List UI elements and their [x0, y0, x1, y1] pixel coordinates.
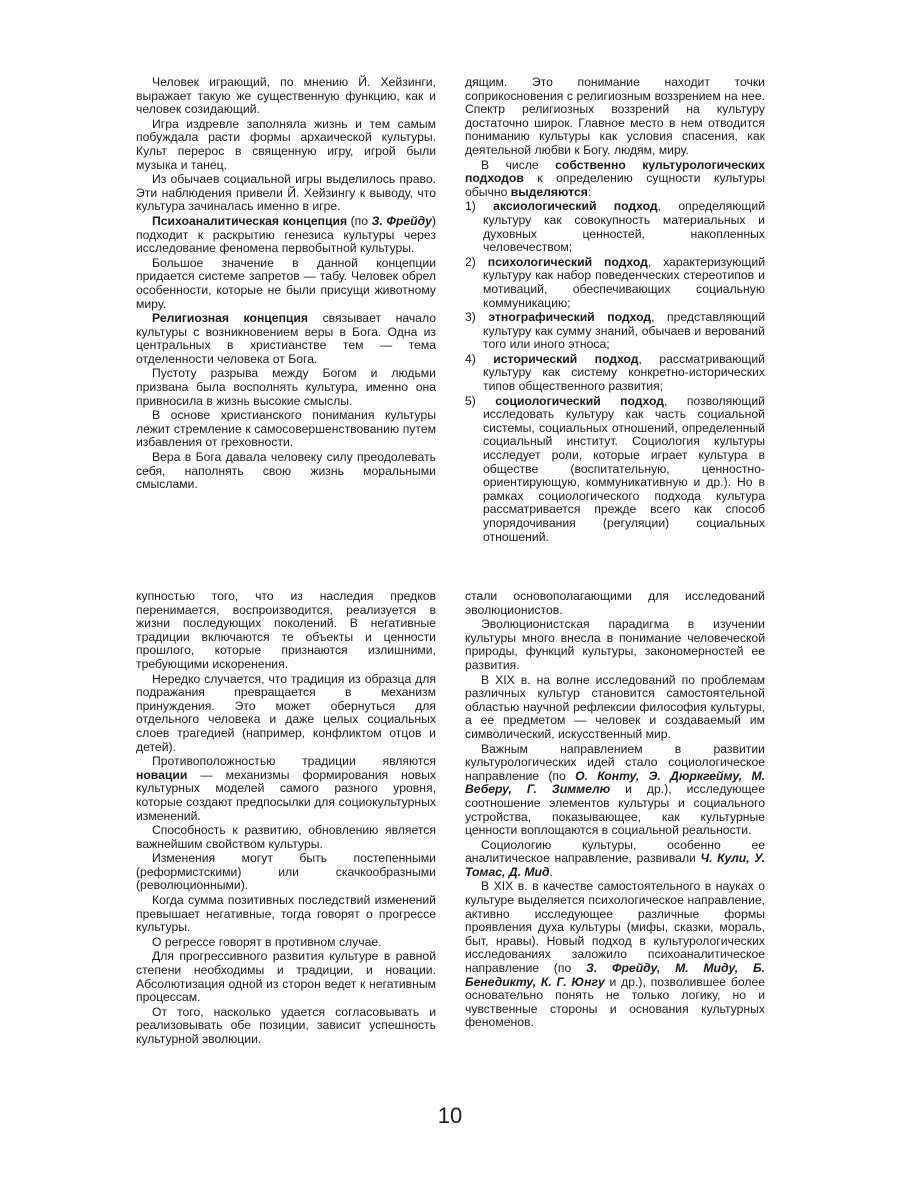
- bold-term: этнографический подход: [488, 310, 652, 325]
- text-run: , определяющий культуру как совокупность материальных и духовных ценностей, накопленных человечеством;: [483, 199, 766, 255]
- bold-term: собственно культурологических подходов: [465, 157, 765, 186]
- top-left-column: [136, 76, 436, 493]
- text-run: Вера в Бога давала человеку силу преодолевать себя, наполнять свою жизнь моральными смыслами.: [136, 450, 436, 492]
- paragraph: [136, 824, 436, 851]
- emphasis-name: О. Конту, Э. Дюркгейму, М. Веберу, Г. Зиммелю: [465, 768, 765, 797]
- text-run: О регрессе говорят в противном случае.: [152, 934, 382, 949]
- text-run: Когда сумма позитивных последствий изменений превышает негативные, тогда говорят о прогрессе культуры.: [136, 893, 436, 935]
- text-run: ) подходит к раскрытию генезиса культуры через исследование феномена первобытной культуры.: [136, 213, 436, 256]
- text-run: , позволяющий исследовать культуру как часть социальной системы, социальных отношений, определенный социальный институт. Социология культуры исследует роли, которые играет культура в обществе (воспитательную, ценностно-ориентирующую, коммуникативную и др.). Но в рамках социологического подхода культура рассматривается прежде всего как способ упорядочивания (регуляции) социальных отношений.: [483, 393, 765, 544]
- text-run: Человек играющий, по мнению Й. Хейзинги, выражает такую же существенную функцию, как и человек созидающий.: [136, 75, 436, 117]
- bold-term: исторический подход: [493, 351, 639, 366]
- paragraph: [136, 852, 436, 893]
- text-run: Большое значение в данной концепции придается системе запретов — табу. Человек обрел особенности, которые не были присущи животному миру.: [136, 255, 436, 311]
- paragraph: [465, 76, 765, 158]
- top-right-column: [465, 76, 765, 545]
- text-run: В XIX в. в качестве самостоятельного в науках о культуре выделяется психологическое направление, активно исследующее различные формы проявления духа культуры (мифы, сказки, мораль, быт, нравы). Новый подход в культурологических исследованиях заложило психоаналитическое направление (по: [465, 879, 765, 976]
- paragraph: [465, 618, 765, 672]
- emphasis-name: З. Фрейду, М. Миду, Б. Бенедикту, К. Г. Юнгу: [465, 961, 765, 989]
- bold-term: аксиологический подход: [493, 199, 658, 214]
- page-number: 10: [437, 1103, 463, 1128]
- bottom-left-column: [136, 590, 436, 1048]
- paragraph: [136, 451, 436, 492]
- text-run: и др.), позволившее более основательно понять не только логику, но и чувственные стороны и основания культурных феноменов.: [465, 974, 765, 1030]
- bold-term: психологический подход: [487, 254, 648, 269]
- text-run: Из обычаев социальной игры выделилось право. Эти наблюдения привели Й. Хейзингу к выводу, что культура зачиналась именно в игре.: [136, 172, 436, 214]
- list-number: 5): [465, 393, 476, 408]
- text-run: .: [549, 864, 553, 879]
- text-run: к определению сущности культуры обычно: [465, 171, 765, 199]
- paragraph: [136, 1006, 436, 1047]
- paragraph: [136, 215, 436, 256]
- text-run: В XIX в. на волне исследований по проблемам различных культур становится самостоятельной областью научной рефлексии философия культуры, а ее предметом — человек и создаваемый им символический, искусственный мир.: [465, 672, 765, 741]
- paragraph: [136, 894, 436, 935]
- paragraph: [465, 839, 765, 880]
- text-run: :: [587, 184, 592, 199]
- text-run: Социологию культуры, особенно ее аналитическое направление, развивали: [465, 837, 765, 866]
- text-run: Игра издревле заполняла жизнь и тем самым побуждала расти формы архаической культуры. Культ перерос в священную игру, игрой были музыка и танец.: [136, 116, 436, 172]
- list-item: [465, 353, 765, 394]
- text-run: Изменения могут быть постепенными (реформистскими) или скачкообразными (революционными).: [136, 851, 436, 893]
- text-run: (по: [347, 213, 372, 228]
- text-run: От того, насколько удается согласовывать и реализовывать обе позиции, зависит успешность культурной эволюции.: [136, 1004, 436, 1046]
- text-run: купностью того, что из наследия предков перенимается, воспроизводится, реализуется в жизни последующих поколений. В негативные традиции включаются те объекты и ценности прошлого, которые признаются излишними, требующими искоренения.: [136, 589, 436, 671]
- list-item: [465, 395, 765, 545]
- bold-term: Религиозная концепция: [152, 311, 309, 326]
- paragraph: [136, 950, 436, 1004]
- text-run: Для прогрессивного развития культуре в равной степени необходимы и традиции, и новации. Абсолютизация одной из сторон ведет к негативным процессам.: [136, 949, 436, 1005]
- text-run: дящим. Это понимание находит точки соприкосновения с религиозным воззрением на нее. Спектр религиозных воззрений на культуру достаточно широк. Главное место в нем отводится пониманию культуры как условия спасения, как деятельной любви к Богу, людям, миру.: [465, 75, 765, 157]
- paragraph: [465, 880, 765, 1030]
- paragraph: [465, 674, 765, 742]
- paragraph: [136, 76, 436, 117]
- text-run: , рассматривающий культуру как систему конкретно-исторических типов общественного развития;: [483, 351, 765, 394]
- text-run: , представляющий культуру как сумму знаний, обычаев и верований того или иного этноса;: [483, 310, 766, 352]
- list-number: 1): [465, 199, 476, 214]
- text-run: Способность к развитию, обновлению является важнейшим свойством культуры.: [136, 823, 436, 851]
- paragraph: [465, 159, 765, 200]
- approaches-list: [465, 200, 765, 544]
- bold-term: Психоаналитическая концепция: [152, 213, 348, 228]
- paragraph: [136, 257, 436, 311]
- paragraph: [465, 590, 765, 617]
- paragraph: [136, 118, 436, 172]
- paragraph: [136, 367, 436, 408]
- paragraph: [136, 936, 436, 950]
- bold-term: новации: [136, 767, 188, 782]
- text-run: Противоположностью традиции являются: [152, 754, 436, 769]
- text-run: Важным направлением в развитии культурологических идей стало социологическое направление (по: [465, 741, 765, 783]
- top-right-paragraphs: [465, 76, 765, 199]
- list-number: 4): [465, 351, 476, 366]
- list-item: [465, 256, 765, 310]
- text-run: В числе: [481, 157, 556, 172]
- paragraph: [136, 590, 436, 672]
- text-run: связывает начало культуры с возникновением веры в Бога. Одна из центральных в христианстве тем — тема отделенности человека от Бога.: [136, 311, 436, 366]
- paragraph: [136, 312, 436, 366]
- list-number: 2): [465, 254, 476, 269]
- list-number: 3): [465, 310, 476, 325]
- bold-term: социологический подход: [495, 393, 665, 408]
- text-run: , характеризующий культуру как набор поведенческих стереотипов и мотиваций, обеспечивающих социальную коммуникацию;: [483, 254, 766, 310]
- list-item: [465, 311, 765, 352]
- emphasis: [372, 214, 432, 228]
- text-run: В основе христианского понимания культуры лежит стремление к самосовершенствованию путем избавления от греховности.: [136, 408, 436, 450]
- text-run: — механизмы формирования новых культурных моделей самого разного уровня, которые создают предпосылки для социокультурных изменений.: [136, 767, 436, 823]
- text-run: и др.), исследующее соотношение элементов культуры и социального устройства, показывающее, как культурные ценности воплощаются в социальной реальности.: [465, 782, 765, 838]
- emphasis-name: З. Фрейду: [371, 213, 432, 228]
- paragraph: [465, 743, 765, 838]
- text-run: стали основополагающими для исследований эволюционистов.: [465, 589, 765, 617]
- text-run: Пустоту разрыва между Богом и людьми призвана была восполнять культура, именно она привносила в жизнь высокие смыслы.: [136, 366, 436, 408]
- paragraph: [136, 755, 436, 823]
- paragraph: [136, 673, 436, 755]
- list-item: [465, 200, 765, 254]
- paragraph: [136, 409, 436, 450]
- emphasis-name: Ч. Кули, У. Томас, Д. Мид: [465, 851, 765, 879]
- bold-term: выделяются: [510, 184, 588, 199]
- bottom-right-column: [465, 590, 765, 1031]
- paragraph: [136, 173, 436, 214]
- text-run: Нередко случается, что традиция из образца для подражания превращается в механизм принуждения. Это может обернуться для отдельного человека и даже целых социальных слоев трагедией (например, конфликтом отцов и детей).: [136, 671, 436, 754]
- text-run: Эволюционистская парадигма в изучении культуры много внесла в понимание человеческой природы, функций культуры, закономерностей ее развития.: [465, 617, 765, 672]
